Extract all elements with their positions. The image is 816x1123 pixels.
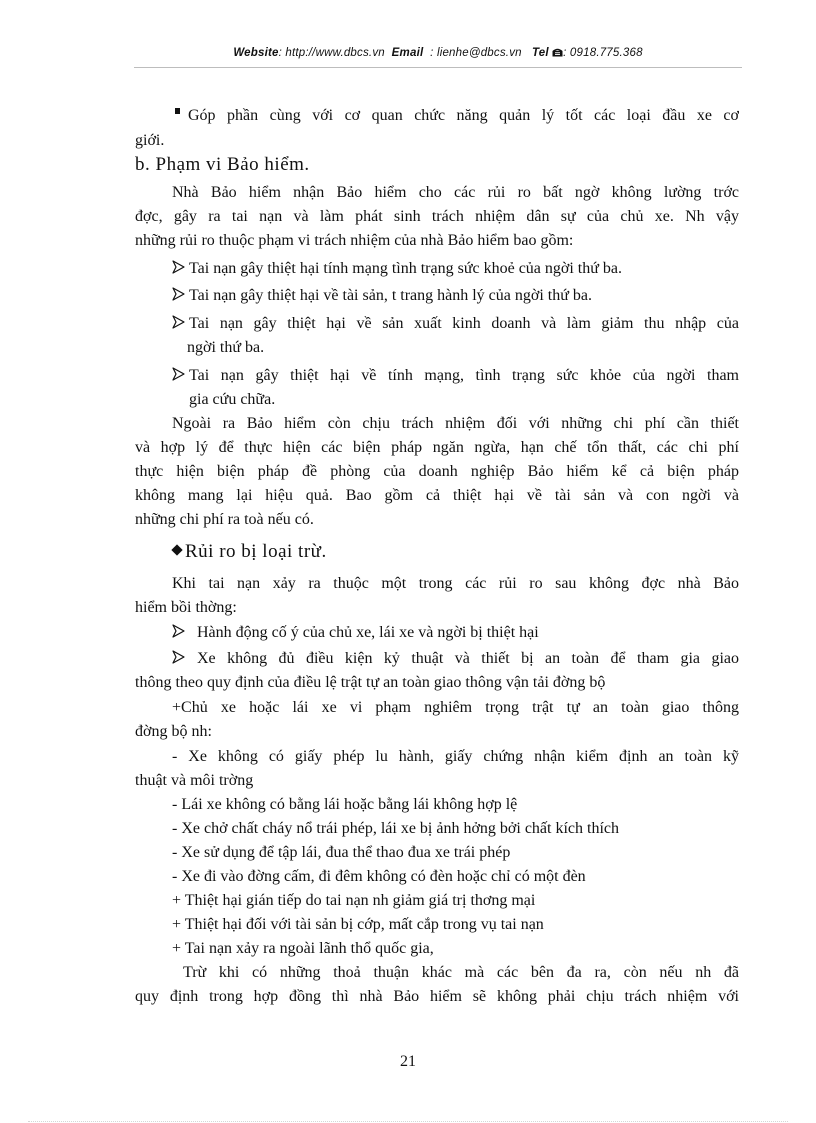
text-line: Nhà Bảo hiểm nhận Bảo hiểm cho các rủi ro bất ngờ không lường trớc — [172, 184, 739, 201]
tel-value: : 0918.775.368 — [563, 47, 643, 59]
list-item: Xe không đủ điều kiện kỷ thuật và thiết bị an toàn để tham gia giao — [172, 647, 739, 671]
text-line: Góp phần cùng với cơ quan chức năng quản lý tốt các loại đầu xe cơ — [135, 104, 739, 128]
page-number: 21 — [400, 1053, 416, 1070]
text-line: Ngoài ra Bảo hiểm còn chịu trách nhiệm đối với những chi phí cần thiết — [172, 415, 739, 432]
header-rule — [134, 67, 742, 68]
arrow-bullet-icon — [172, 315, 185, 329]
diamond-bullet-icon — [171, 544, 182, 555]
section-heading: Rủi ro bị loại trừ. — [172, 540, 327, 564]
arrow-bullet-icon — [172, 367, 185, 381]
text-line: gia cứu chữa. — [189, 391, 276, 408]
text-line: - Xe không có giấy phép lu hành, giấy chứng nhận kiểm định an toàn kỹ — [172, 748, 739, 765]
arrow-bullet-icon — [172, 287, 185, 301]
text-line: thuật và môi trờng — [135, 772, 254, 789]
text-line: những chi phí ra toà nếu có. — [135, 511, 314, 528]
tel-label: Tel — [531, 47, 549, 59]
text-line: - Xe đi vào đờng cấm, đi đêm không có đèn hoặc chỉ có một đèn — [172, 868, 586, 885]
text-line: - Xe sử dụng để tập lái, đua thể thao đua xe trái phép — [172, 844, 511, 861]
text-line: đợc, gây ra tai nạn và làm phát sinh trách nhiệm dân sự của chủ xe. Nh vậy — [135, 208, 739, 225]
arrow-bullet-icon — [172, 624, 185, 638]
section-heading: b. Phạm vi Bảo hiểm. — [135, 154, 310, 175]
text-line: thực hiện biện pháp đề phòng của doanh nghiệp Bảo hiểm kể cả biện pháp — [135, 463, 739, 480]
page-header — [134, 47, 742, 65]
text-line: thông theo quy định của điều lệ trật tự an toàn giao thông vận tải đờng bộ — [135, 674, 606, 691]
text-line: quy định trong hợp đồng thì nhà Bảo hiểm sẽ không phải chịu trách nhiệm với — [135, 988, 739, 1005]
text-line: - Lái xe không có bằng lái hoặc bằng lái không hợp lệ — [172, 796, 518, 813]
list-item: Tai nạn gây thiệt hại về sản xuất kinh doanh và làm giảm thu nhập của — [172, 312, 739, 336]
footer-divider — [28, 1121, 788, 1122]
square-bullet-icon — [175, 108, 180, 114]
email-label: Email — [391, 47, 424, 59]
text-line: không mang lại hiệu quả. Bao gồm cả thiệt hại về tài sản và con ngời và — [135, 487, 739, 504]
text-line: giới. — [135, 132, 165, 149]
text-line: +Chủ xe hoặc lái xe vi phạm nghiêm trọng trật tự an toàn giao thông — [172, 699, 739, 716]
website-label: Website — [233, 47, 279, 59]
text-line: - Xe chở chất cháy nổ trái phép, lái xe bị ảnh hởng bởi chất kích thích — [172, 820, 620, 837]
list-item: Tai nạn gây thiệt hại về tính mạng, tình trạng sức khỏe của ngời tham — [172, 364, 739, 388]
arrow-bullet-icon — [172, 650, 185, 664]
text-line: những rủi ro thuộc phạm vi trách nhiệm của nhà Bảo hiểm bao gồm: — [135, 232, 574, 249]
text-line: đờng bộ nh: — [135, 723, 212, 740]
text-line: ngời thứ ba. — [187, 339, 265, 356]
list-item: Hành động cố ý của chủ xe, lái xe và ngời bị thiệt hại — [172, 621, 539, 645]
email-value: : lienhe@dbcs.vn — [430, 47, 522, 59]
text-line: và hợp lý để thực hiện các biện pháp ngăn ngừa, hạn chế tổn thất, các chi phí — [135, 439, 739, 456]
text-line: + Thiệt hại gián tiếp do tai nạn nh giảm giá trị thơng mại — [172, 892, 536, 909]
text-line: Khi tai nạn xảy ra thuộc một trong các rủi ro sau không đợc nhà Bảo — [172, 575, 739, 592]
arrow-bullet-icon — [172, 260, 185, 274]
text-line: + Tai nạn xảy ra ngoài lãnh thổ quốc gia, — [172, 940, 434, 957]
text-line: Trừ khi có những thoả thuận khác mà các bên đa ra, còn nếu nh đã — [183, 964, 739, 981]
list-item: Tai nạn gây thiệt hại về tài sản, t trang hành lý của ngời thứ ba. — [172, 284, 592, 308]
text-line: + Thiệt hại đối với tài sản bị cớp, mất cắp trong vụ tai nạn — [172, 916, 544, 933]
phone-icon — [552, 47, 563, 59]
list-item: Tai nạn gây thiệt hại tính mạng tình trạng sức khoẻ của ngời thứ ba. — [172, 257, 622, 281]
website-url: : http://www.dbcs.vn — [278, 47, 385, 59]
text-line: hiểm bồi thờng: — [135, 599, 237, 616]
